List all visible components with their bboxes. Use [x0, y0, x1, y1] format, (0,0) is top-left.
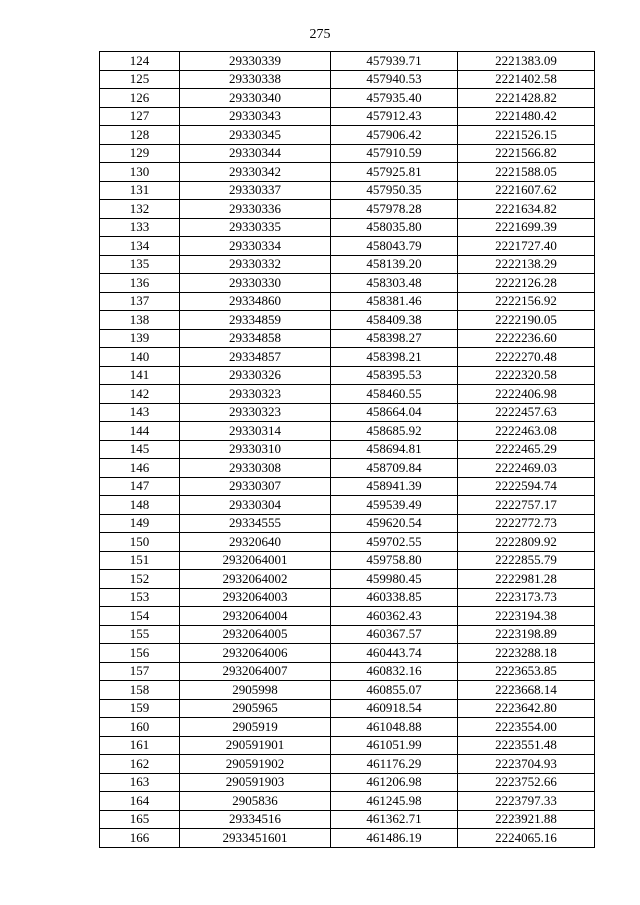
point-index-cell: 142	[100, 385, 180, 404]
x-coordinate-cell: 458409.38	[331, 311, 458, 330]
point-code-cell: 2932064006	[180, 644, 331, 663]
point-index-cell: 143	[100, 403, 180, 422]
point-code-cell: 29330307	[180, 477, 331, 496]
point-index-cell: 139	[100, 329, 180, 348]
y-coordinate-cell: 2222126.28	[458, 274, 595, 293]
x-coordinate-cell: 460338.85	[331, 588, 458, 607]
x-coordinate-cell: 461206.98	[331, 773, 458, 792]
point-index-cell: 137	[100, 292, 180, 311]
y-coordinate-cell: 2223653.85	[458, 662, 595, 681]
table-row	[100, 477, 595, 496]
point-code-cell: 2932064007	[180, 662, 331, 681]
x-coordinate-cell: 458694.81	[331, 440, 458, 459]
x-coordinate-cell: 461486.19	[331, 829, 458, 848]
point-code-cell: 29330334	[180, 237, 331, 256]
point-index-cell: 141	[100, 366, 180, 385]
y-coordinate-cell: 2222320.58	[458, 366, 595, 385]
y-coordinate-cell: 2223288.18	[458, 644, 595, 663]
table-row	[100, 755, 595, 774]
point-code-cell: 29330345	[180, 126, 331, 145]
point-code-cell: 2932064004	[180, 607, 331, 626]
point-code-cell: 2905919	[180, 718, 331, 737]
table-row	[100, 70, 595, 89]
point-index-cell: 158	[100, 681, 180, 700]
y-coordinate-cell: 2222465.29	[458, 440, 595, 459]
point-code-cell: 2932064002	[180, 570, 331, 589]
table-row	[100, 403, 595, 422]
y-coordinate-cell: 2221402.58	[458, 70, 595, 89]
point-index-cell: 124	[100, 52, 180, 71]
x-coordinate-cell: 457910.59	[331, 144, 458, 163]
point-code-cell: 29330340	[180, 89, 331, 108]
y-coordinate-cell: 2223752.66	[458, 773, 595, 792]
point-index-cell: 159	[100, 699, 180, 718]
table-row	[100, 588, 595, 607]
x-coordinate-cell: 458395.53	[331, 366, 458, 385]
point-code-cell: 29330330	[180, 274, 331, 293]
point-code-cell: 29330336	[180, 200, 331, 219]
point-index-cell: 149	[100, 514, 180, 533]
point-code-cell: 29330335	[180, 218, 331, 237]
point-code-cell: 29330332	[180, 255, 331, 274]
point-code-cell: 29330323	[180, 403, 331, 422]
y-coordinate-cell: 2222981.28	[458, 570, 595, 589]
point-code-cell: 29330314	[180, 422, 331, 441]
y-coordinate-cell: 2223198.89	[458, 625, 595, 644]
point-index-cell: 157	[100, 662, 180, 681]
y-coordinate-cell: 2221727.40	[458, 237, 595, 256]
point-code-cell: 29320640	[180, 533, 331, 552]
point-index-cell: 152	[100, 570, 180, 589]
point-index-cell: 136	[100, 274, 180, 293]
y-coordinate-cell: 2221588.05	[458, 163, 595, 182]
point-code-cell: 29330342	[180, 163, 331, 182]
point-code-cell: 29330304	[180, 496, 331, 515]
table-row	[100, 792, 595, 811]
point-code-cell: 29334857	[180, 348, 331, 367]
y-coordinate-cell: 2223704.93	[458, 755, 595, 774]
table-row	[100, 736, 595, 755]
x-coordinate-cell: 458043.79	[331, 237, 458, 256]
y-coordinate-cell: 2222469.03	[458, 459, 595, 478]
table-row	[100, 644, 595, 663]
x-coordinate-cell: 458035.80	[331, 218, 458, 237]
y-coordinate-cell: 2222138.29	[458, 255, 595, 274]
point-index-cell: 151	[100, 551, 180, 570]
point-index-cell: 150	[100, 533, 180, 552]
table-row	[100, 625, 595, 644]
table-row	[100, 496, 595, 515]
x-coordinate-cell: 458941.39	[331, 477, 458, 496]
y-coordinate-cell: 2223642.80	[458, 699, 595, 718]
y-coordinate-cell: 2222406.98	[458, 385, 595, 404]
table-row	[100, 181, 595, 200]
y-coordinate-cell: 2221699.39	[458, 218, 595, 237]
x-coordinate-cell: 458685.92	[331, 422, 458, 441]
x-coordinate-cell: 458709.84	[331, 459, 458, 478]
x-coordinate-cell: 457925.81	[331, 163, 458, 182]
x-coordinate-cell: 458664.04	[331, 403, 458, 422]
x-coordinate-cell: 461048.88	[331, 718, 458, 737]
point-index-cell: 156	[100, 644, 180, 663]
y-coordinate-cell: 2222855.79	[458, 551, 595, 570]
y-coordinate-cell: 2222772.73	[458, 514, 595, 533]
x-coordinate-cell: 457978.28	[331, 200, 458, 219]
table-row	[100, 292, 595, 311]
point-index-cell: 130	[100, 163, 180, 182]
x-coordinate-cell: 460367.57	[331, 625, 458, 644]
x-coordinate-cell: 460855.07	[331, 681, 458, 700]
y-coordinate-cell: 2223921.88	[458, 810, 595, 829]
y-coordinate-cell: 2222270.48	[458, 348, 595, 367]
point-index-cell: 126	[100, 89, 180, 108]
table-row	[100, 514, 595, 533]
table-row	[100, 366, 595, 385]
point-index-cell: 166	[100, 829, 180, 848]
x-coordinate-cell: 458139.20	[331, 255, 458, 274]
page-number: 275	[309, 27, 331, 42]
x-coordinate-cell: 459980.45	[331, 570, 458, 589]
x-coordinate-cell: 459702.55	[331, 533, 458, 552]
point-index-cell: 135	[100, 255, 180, 274]
table-row	[100, 551, 595, 570]
point-index-cell: 131	[100, 181, 180, 200]
y-coordinate-cell: 2221607.62	[458, 181, 595, 200]
x-coordinate-cell: 459758.80	[331, 551, 458, 570]
y-coordinate-cell: 2222236.60	[458, 329, 595, 348]
y-coordinate-cell: 2221428.82	[458, 89, 595, 108]
table-row	[100, 570, 595, 589]
point-code-cell: 29334555	[180, 514, 331, 533]
table-row	[100, 218, 595, 237]
point-code-cell: 29330338	[180, 70, 331, 89]
point-code-cell: 29330308	[180, 459, 331, 478]
point-index-cell: 148	[100, 496, 180, 515]
table-row	[100, 107, 595, 126]
point-index-cell: 146	[100, 459, 180, 478]
point-index-cell: 128	[100, 126, 180, 145]
point-code-cell: 29334860	[180, 292, 331, 311]
y-coordinate-cell: 2222809.92	[458, 533, 595, 552]
y-coordinate-cell: 2223551.48	[458, 736, 595, 755]
table-row	[100, 440, 595, 459]
point-index-cell: 140	[100, 348, 180, 367]
table-row	[100, 348, 595, 367]
x-coordinate-cell: 457950.35	[331, 181, 458, 200]
table-row	[100, 126, 595, 145]
point-code-cell: 2932064003	[180, 588, 331, 607]
table-row	[100, 459, 595, 478]
y-coordinate-cell: 2223554.00	[458, 718, 595, 737]
point-index-cell: 145	[100, 440, 180, 459]
y-coordinate-cell: 2223797.33	[458, 792, 595, 811]
x-coordinate-cell: 460362.43	[331, 607, 458, 626]
point-code-cell: 29334516	[180, 810, 331, 829]
x-coordinate-cell: 458381.46	[331, 292, 458, 311]
x-coordinate-cell: 459539.49	[331, 496, 458, 515]
point-index-cell: 161	[100, 736, 180, 755]
point-index-cell: 134	[100, 237, 180, 256]
y-coordinate-cell: 2222190.05	[458, 311, 595, 330]
x-coordinate-cell: 459620.54	[331, 514, 458, 533]
y-coordinate-cell: 2221634.82	[458, 200, 595, 219]
y-coordinate-cell: 2222457.63	[458, 403, 595, 422]
point-code-cell: 290591901	[180, 736, 331, 755]
x-coordinate-cell: 460918.54	[331, 699, 458, 718]
x-coordinate-cell: 461362.71	[331, 810, 458, 829]
table-row	[100, 144, 595, 163]
x-coordinate-cell: 458460.55	[331, 385, 458, 404]
point-code-cell: 29334858	[180, 329, 331, 348]
x-coordinate-cell: 457906.42	[331, 126, 458, 145]
point-index-cell: 154	[100, 607, 180, 626]
point-code-cell: 2932064005	[180, 625, 331, 644]
point-index-cell: 165	[100, 810, 180, 829]
point-code-cell: 29330326	[180, 366, 331, 385]
point-index-cell: 144	[100, 422, 180, 441]
y-coordinate-cell: 2224065.16	[458, 829, 595, 848]
point-index-cell: 138	[100, 311, 180, 330]
point-index-cell: 153	[100, 588, 180, 607]
point-index-cell: 125	[100, 70, 180, 89]
x-coordinate-cell: 458398.27	[331, 329, 458, 348]
x-coordinate-cell: 457935.40	[331, 89, 458, 108]
table-row	[100, 274, 595, 293]
y-coordinate-cell: 2223173.73	[458, 588, 595, 607]
point-code-cell: 290591902	[180, 755, 331, 774]
point-index-cell: 127	[100, 107, 180, 126]
x-coordinate-cell: 457940.53	[331, 70, 458, 89]
table-row	[100, 200, 595, 219]
x-coordinate-cell: 458398.21	[331, 348, 458, 367]
y-coordinate-cell: 2222594.74	[458, 477, 595, 496]
table-row	[100, 163, 595, 182]
x-coordinate-cell: 458303.48	[331, 274, 458, 293]
table-row	[100, 329, 595, 348]
table-row	[100, 89, 595, 108]
y-coordinate-cell: 2221480.42	[458, 107, 595, 126]
x-coordinate-cell: 461051.99	[331, 736, 458, 755]
table-row	[100, 718, 595, 737]
point-code-cell: 2905965	[180, 699, 331, 718]
table-row	[100, 385, 595, 404]
point-code-cell: 29334859	[180, 311, 331, 330]
point-code-cell: 2933451601	[180, 829, 331, 848]
x-coordinate-cell: 460832.16	[331, 662, 458, 681]
point-code-cell: 290591903	[180, 773, 331, 792]
y-coordinate-cell: 2222156.92	[458, 292, 595, 311]
point-index-cell: 133	[100, 218, 180, 237]
table-row	[100, 681, 595, 700]
point-index-cell: 155	[100, 625, 180, 644]
point-code-cell: 2932064001	[180, 551, 331, 570]
coordinates-table	[99, 51, 595, 848]
point-code-cell: 2905998	[180, 681, 331, 700]
point-code-cell: 29330323	[180, 385, 331, 404]
x-coordinate-cell: 457912.43	[331, 107, 458, 126]
x-coordinate-cell: 457939.71	[331, 52, 458, 71]
table-row	[100, 255, 595, 274]
y-coordinate-cell: 2223668.14	[458, 681, 595, 700]
point-code-cell: 29330344	[180, 144, 331, 163]
table-row	[100, 52, 595, 71]
y-coordinate-cell: 2221526.15	[458, 126, 595, 145]
table-row	[100, 829, 595, 848]
point-code-cell: 29330343	[180, 107, 331, 126]
table-row	[100, 237, 595, 256]
y-coordinate-cell: 2222463.08	[458, 422, 595, 441]
table-row	[100, 422, 595, 441]
y-coordinate-cell: 2222757.17	[458, 496, 595, 515]
point-index-cell: 162	[100, 755, 180, 774]
point-code-cell: 29330339	[180, 52, 331, 71]
table-row	[100, 810, 595, 829]
point-index-cell: 164	[100, 792, 180, 811]
x-coordinate-cell: 461245.98	[331, 792, 458, 811]
table-body	[100, 52, 595, 848]
table-row	[100, 311, 595, 330]
point-index-cell: 129	[100, 144, 180, 163]
point-index-cell: 160	[100, 718, 180, 737]
point-index-cell: 147	[100, 477, 180, 496]
point-index-cell: 132	[100, 200, 180, 219]
y-coordinate-cell: 2221566.82	[458, 144, 595, 163]
table-row	[100, 533, 595, 552]
y-coordinate-cell: 2223194.38	[458, 607, 595, 626]
table-row	[100, 699, 595, 718]
point-code-cell: 29330310	[180, 440, 331, 459]
y-coordinate-cell: 2221383.09	[458, 52, 595, 71]
table-row	[100, 607, 595, 626]
point-index-cell: 163	[100, 773, 180, 792]
point-code-cell: 2905836	[180, 792, 331, 811]
point-code-cell: 29330337	[180, 181, 331, 200]
table-row	[100, 662, 595, 681]
table-row	[100, 773, 595, 792]
x-coordinate-cell: 461176.29	[331, 755, 458, 774]
x-coordinate-cell: 460443.74	[331, 644, 458, 663]
